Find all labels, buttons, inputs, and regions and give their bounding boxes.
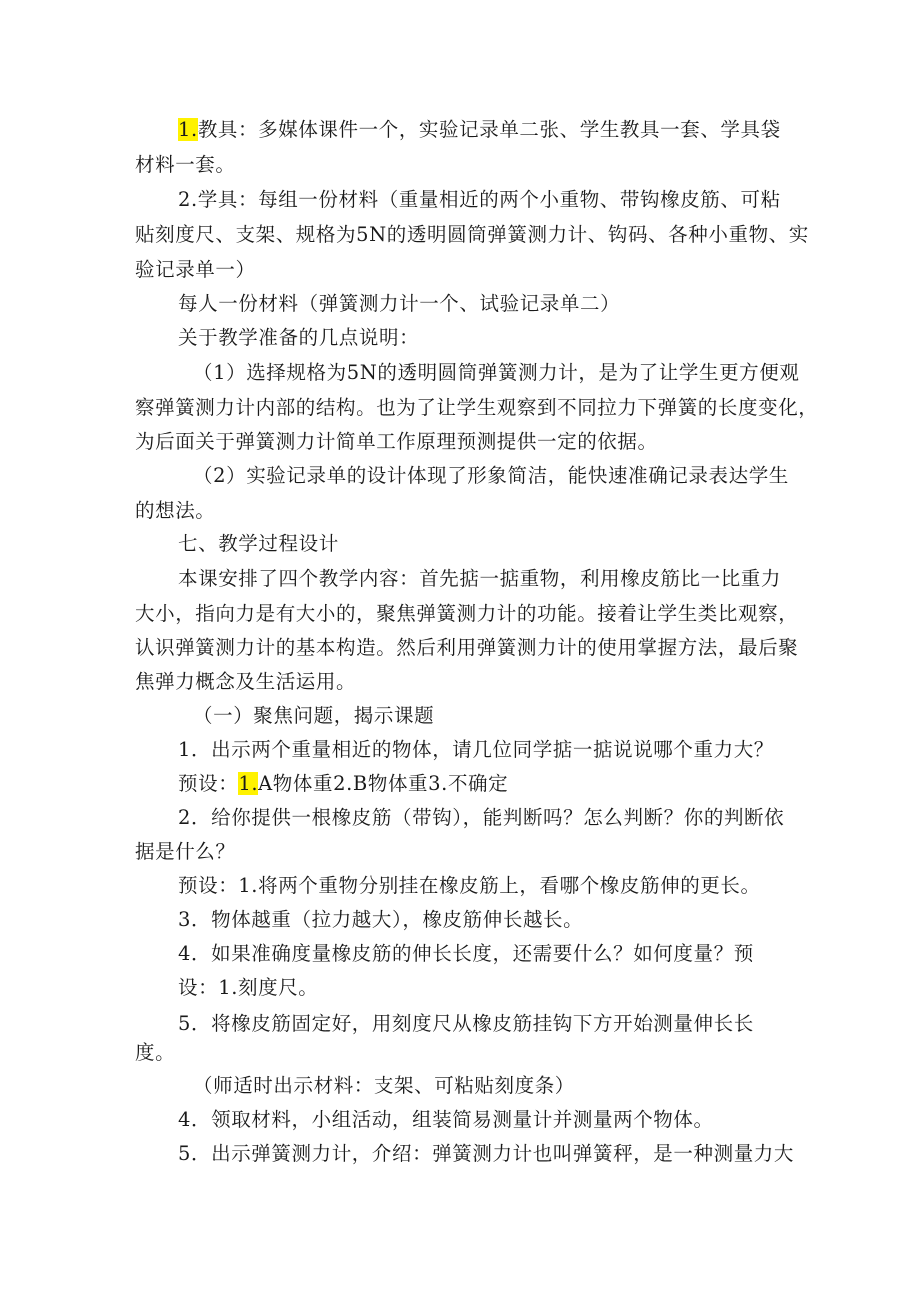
highlight-mark: 1. bbox=[238, 772, 259, 795]
text-line-11: （2）实验记录单的设计体现了形象简洁，能快速准确记录表达学生 bbox=[193, 464, 789, 487]
section-heading-7: 七、教学过程设计 bbox=[178, 532, 339, 555]
text-line-16: 认识弹簧测力计的基本构造。然后利用弹簧测力计的使用掌握方法，最后聚 bbox=[135, 636, 799, 659]
text-line-10: 为后面关于弹簧测力计简单工作原理预测提供一定的依据。 bbox=[135, 430, 658, 453]
subsection-heading-1: （一）聚焦问题，揭示课题 bbox=[193, 704, 435, 727]
text-line-20: 预设：1.A物体重2.B物体重3.不确定 bbox=[178, 772, 509, 795]
text-line-14: 本课安排了四个教学内容：首先掂一掂重物，利用橡皮筋比一比重力 bbox=[178, 567, 782, 590]
text-line-28: 度。 bbox=[135, 1041, 176, 1064]
text-line-1: 1.教具：多媒体课件一个，实验记录单二张、学生教具一套、学具袋 bbox=[178, 118, 781, 141]
text-line-21: 2．给你提供一根橡皮筋（带钩），能判断吗？怎么判断？你的判断依 bbox=[178, 806, 785, 829]
highlight-mark: 1. bbox=[178, 118, 198, 141]
text-line-24: 3．物体越重（拉力越大），橡皮筋伸长越长。 bbox=[178, 908, 584, 931]
text-line-4: 贴刻度尺、支架、规格为5N的透明圆筒弹簧测力计、钩码、各种小重物、实 bbox=[135, 223, 809, 246]
text-line-26: 设：1.刻度尺。 bbox=[178, 976, 319, 999]
text-line-17: 焦弹力概念及生活运用。 bbox=[135, 670, 357, 693]
text-line-29: （师适时出示材料：支架、可粘贴刻度条） bbox=[193, 1074, 575, 1097]
text-line-7: 关于教学准备的几点说明： bbox=[178, 326, 420, 349]
text-line-8: （1）选择规格为5N的透明圆筒弹簧测力计，是为了让学生更方便观 bbox=[193, 361, 800, 384]
text-line-15: 大小，指向力是有大小的，聚焦弹簧测力计的功能。接着让学生类比观察， bbox=[135, 602, 799, 625]
text-line-2: 材料一套。 bbox=[135, 153, 236, 176]
text-line-30: 4．领取材料，小组活动，组装简易测量计并测量两个物体。 bbox=[178, 1108, 714, 1131]
text-line-23: 预设：1.将两个重物分别挂在橡皮筋上，看哪个橡皮筋伸的更长。 bbox=[178, 874, 761, 897]
text-line-31: 5．出示弹簧测力计，介绍：弹簧测力计也叫弹簧秤，是一种测量力大 bbox=[178, 1142, 795, 1165]
text-line-19: 1．出示两个重量相近的物体，请几位同学掂一掂说说哪个重力大？ bbox=[178, 738, 774, 761]
text-line-9: 察弹簧测力计内部的结构。也为了让学生观察到不同拉力下弹簧的长度变化， bbox=[135, 396, 819, 419]
text-line-22: 据是什么？ bbox=[135, 840, 236, 863]
text-line-6: 每人一份材料（弹簧测力计一个、试验记录单二） bbox=[178, 292, 621, 315]
text-line-5: 验记录单一） bbox=[135, 258, 256, 281]
text-line-12: 的想法。 bbox=[135, 499, 216, 522]
text-line-3: 2.学具：每组一份材料（重量相近的两个小重物、带钩橡皮筋、可粘 bbox=[178, 188, 781, 211]
text-line-25: 4．如果准确度量橡皮筋的伸长长度，还需要什么？如何度量？预 bbox=[178, 942, 754, 965]
text-line-27: 5．将橡皮筋固定好，用刻度尺从橡皮筋挂钩下方开始测量伸长长 bbox=[178, 1012, 754, 1035]
